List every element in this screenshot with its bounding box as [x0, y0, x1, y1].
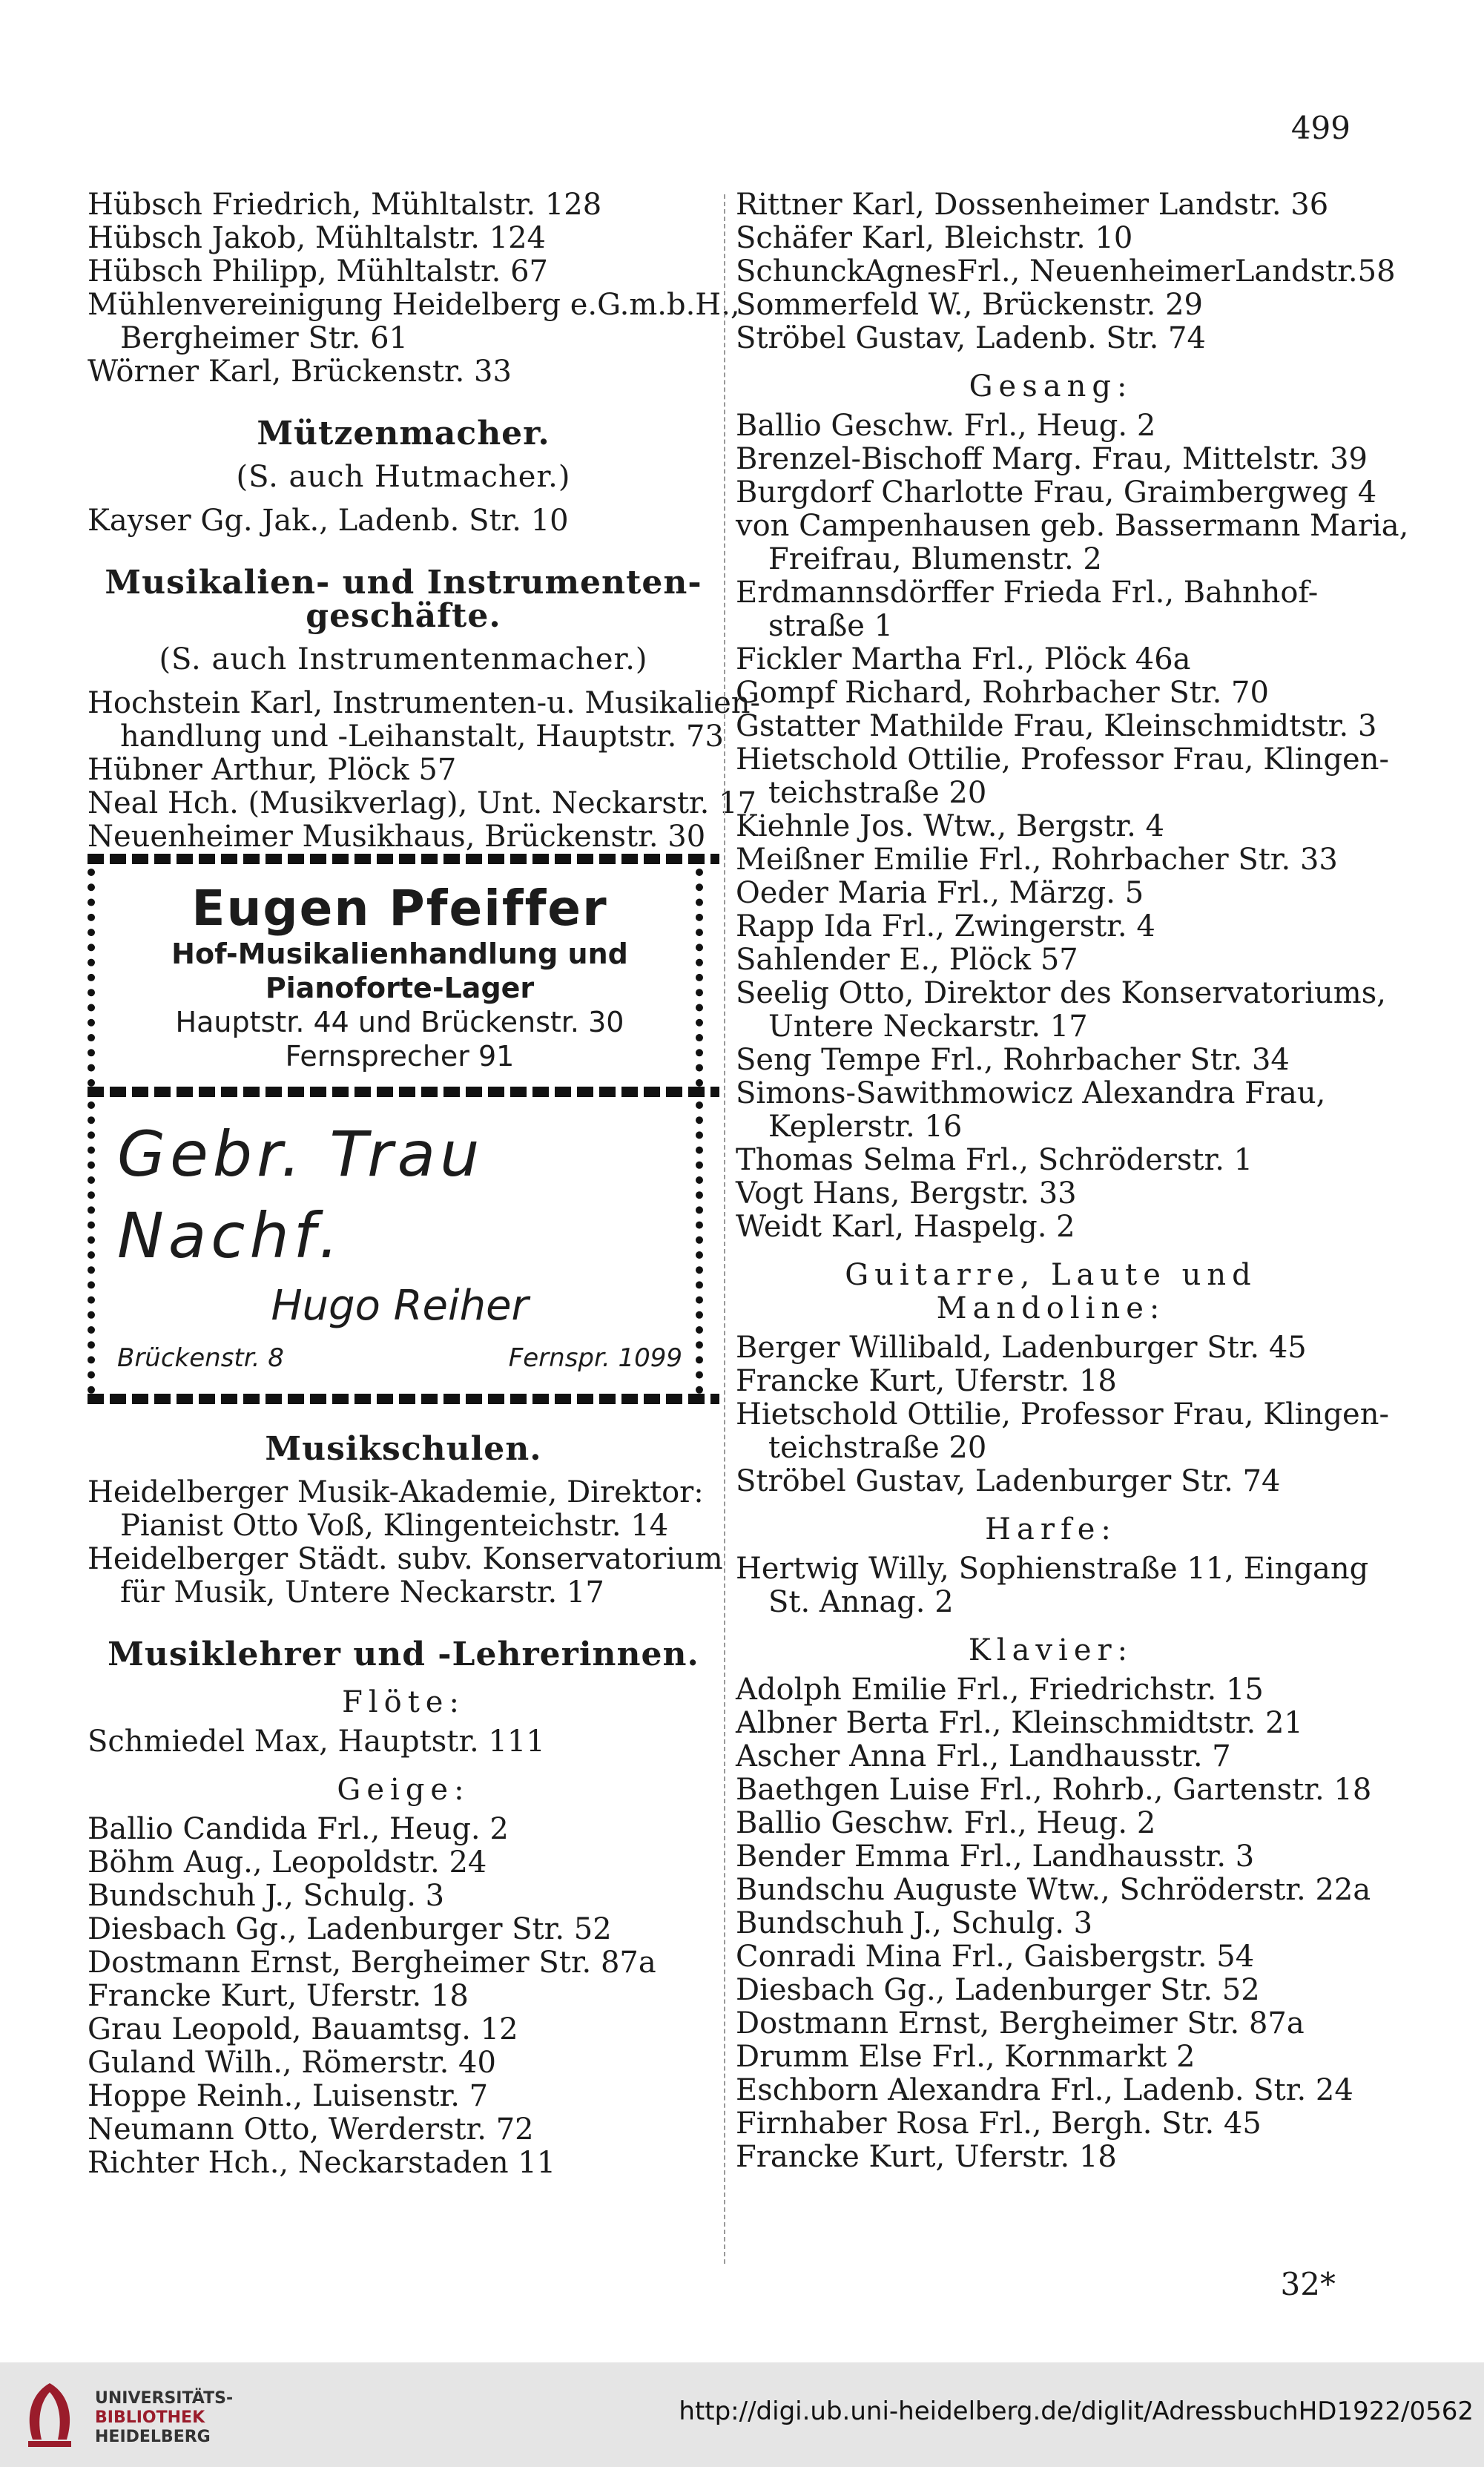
directory-entry-continuation: St. Annag. 2	[768, 1585, 954, 1619]
directory-entry: Sahlender E., Plöck 57	[736, 943, 1078, 977]
directory-entry-continuation: Untere Neckarstr. 17	[768, 1009, 1088, 1044]
footer-bar	[0, 2362, 1484, 2467]
directory-entry-continuation: Keplerstr. 16	[768, 1110, 963, 1144]
directory-entry: Richter Hch., Neckarstaden 11	[88, 2146, 556, 2180]
directory-entry: Hochstein Karl, Instrumenten-u. Musikalien-	[88, 686, 761, 720]
signature-mark: 32*	[1280, 2266, 1336, 2302]
directory-entry: Albner Berta Frl., Kleinschmidtstr. 21	[736, 1706, 1303, 1740]
ad1-line2: Pianoforte-Lager	[265, 972, 535, 1004]
directory-entry: Dostmann Ernst, Bergheimer Str. 87a	[88, 1946, 656, 1980]
directory-entry: Adolph Emilie Frl., Friedrichstr. 15	[736, 1673, 1264, 1707]
directory-entry: Hietschold Ottilie, Professor Frau, Klingen-	[736, 742, 1389, 777]
directory-entry: Burgdorf Charlotte Frau, Graimbergweg 4	[736, 475, 1377, 510]
directory-entry: Kayser Gg. Jak., Ladenb. Str. 10	[88, 504, 569, 538]
directory-entry: Bender Emma Frl., Landhausstr. 3	[736, 1839, 1255, 1874]
directory-entry: Mühlenvereinigung Heidelberg e.G.m.b.H.,	[88, 288, 740, 322]
left-group-6	[88, 1813, 719, 2180]
right-group-3	[736, 1331, 1389, 1498]
directory-entry: Weidt Karl, Haspelg. 2	[736, 1210, 1075, 1244]
left-group-5	[88, 1725, 719, 1759]
directory-entry-continuation: straße 1	[768, 609, 894, 643]
library-name-line1: UNIVERSITÄTS-	[95, 2389, 234, 2408]
directory-entry: Rittner Karl, Dossenheimer Landstr. 36	[736, 188, 1329, 222]
right-group-4	[736, 1552, 1369, 1619]
note-muetzenmacher: (S. auch Hutmacher.)	[236, 460, 571, 494]
directory-entry-continuation: Pianist Otto Voß, Klingenteichstr. 14	[120, 1509, 669, 1543]
heading-klavier: Klavier:	[968, 1633, 1134, 1667]
heading-harfe: Harfe:	[985, 1512, 1117, 1547]
directory-entry: Gompf Richard, Rohrbacher Str. 70	[736, 676, 1269, 710]
directory-entry: Guland Wilh., Römerstr. 40	[88, 2046, 496, 2080]
directory-entry: SchunckAgnesFrl., NeuenheimerLandstr.58	[736, 254, 1396, 289]
left-group-3	[88, 686, 761, 854]
right-column	[736, 188, 1409, 2174]
university-library-logo-icon	[16, 2379, 83, 2450]
ad2-phone: Fernspr. 1099	[508, 1343, 682, 1373]
directory-entry: Ströbel Gustav, Ladenburger Str. 74	[736, 1464, 1281, 1498]
left-group-4	[88, 1475, 723, 1610]
directory-entry: Hübsch Friedrich, Mühltalstr. 128	[88, 188, 602, 222]
source-url-link[interactable]: http://digi.ub.uni-heidelberg.de/diglit/AdressbuchHD1922/0562	[679, 2397, 1474, 2426]
directory-entry: Bundschuh J., Schulg. 3	[88, 1879, 445, 1913]
directory-entry: Sommerfeld W., Brückenstr. 29	[736, 288, 1203, 322]
heading-musikalien-line2: geschäfte.	[306, 597, 501, 635]
directory-entry: Thomas Selma Frl., Schröderstr. 1	[736, 1143, 1253, 1177]
directory-entry: Firnhaber Rosa Frl., Bergh. Str. 45	[736, 2107, 1262, 2141]
directory-entry: Conradi Mina Frl., Gaisbergstr. 54	[736, 1940, 1255, 1974]
heading-gesang: Gesang:	[969, 369, 1133, 404]
ad2-contact-row	[117, 1336, 682, 1380]
directory-entry: Diesbach Gg., Ladenburger Str. 52	[88, 1912, 612, 1946]
right-group-5	[736, 1673, 1372, 2174]
directory-entry: Hübsch Jakob, Mühltalstr. 124	[88, 221, 546, 255]
directory-entry: Baethgen Luise Frl., Rohrb., Gartenstr. 18	[736, 1773, 1372, 1807]
library-name-line3: HEIDELBERG	[95, 2428, 211, 2446]
ad2-name: Gebr. Trau Nachf.	[117, 1118, 484, 1272]
directory-entry: Heidelberger Städt. subv. Konservatorium	[88, 1542, 723, 1576]
heading-musiklehrer: Musiklehrer und -Lehrerinnen.	[108, 1636, 699, 1673]
left-group-1	[88, 188, 740, 389]
ad1-line4: Fernsprecher 91	[285, 1040, 515, 1073]
directory-entry: Wörner Karl, Brückenstr. 33	[88, 355, 512, 389]
ad2-street: Brückenstr. 8	[117, 1343, 284, 1373]
heading-guitarre: Guitarre, Laute und Mandoline:	[845, 1258, 1257, 1325]
heading-musikalien	[88, 566, 719, 633]
directory-entry: Meißner Emilie Frl., Rohrbacher Str. 33	[736, 843, 1338, 877]
directory-entry: Heidelberger Musik-Akademie, Direktor:	[88, 1475, 704, 1509]
directory-entry: Hoppe Reinh., Luisenstr. 7	[88, 2079, 489, 2113]
directory-entry: Hübsch Philipp, Mühltalstr. 67	[88, 254, 548, 289]
directory-entry: Drumm Else Frl., Kornmarkt 2	[736, 2040, 1196, 2074]
directory-entry: Gstatter Mathilde Frau, Kleinschmidtstr. 3	[736, 709, 1377, 743]
directory-entry: Eschborn Alexandra Frl., Ladenb. Str. 24	[736, 2073, 1353, 2107]
advert-eugen-pfeiffer	[88, 869, 703, 1087]
directory-entry: Bundschu Auguste Wtw., Schröderstr. 22a	[736, 1873, 1371, 1907]
ad-border-bottom	[88, 1394, 719, 1404]
directory-entry: Simons-Sawithmowicz Alexandra Frau,	[736, 1076, 1326, 1110]
directory-entry: Oeder Maria Frl., Märzg. 5	[736, 876, 1144, 910]
directory-entry: Kiehnle Jos. Wtw., Bergstr. 4	[736, 809, 1164, 843]
ad1-line1: Hof-Musikalienhandlung und	[171, 938, 628, 970]
directory-entry: Neal Hch. (Musikverlag), Unt. Neckarstr. 17	[88, 786, 756, 820]
directory-entry: Bundschuh J., Schulg. 3	[736, 1906, 1093, 1940]
heading-musikschulen: Musikschulen.	[265, 1430, 542, 1468]
directory-entry: Ascher Anna Frl., Landhausstr. 7	[736, 1739, 1231, 1773]
right-group-2	[736, 409, 1409, 1244]
advert-gebr-trau	[88, 1101, 703, 1394]
directory-entry-continuation: handlung und -Leihanstalt, Hauptstr. 73	[120, 719, 724, 754]
directory-entry-continuation: teichstraße 20	[768, 1431, 987, 1465]
directory-entry: Dostmann Ernst, Bergheimer Str. 87a	[736, 2006, 1305, 2041]
left-column	[88, 188, 761, 2180]
ad-border-middle	[88, 1087, 719, 1097]
ad1-line3: Hauptstr. 44 und Brückenstr. 30	[175, 1006, 624, 1038]
directory-entry: Ballio Geschw. Frl., Heug. 2	[736, 1806, 1156, 1840]
directory-entry: Vogt Hans, Bergstr. 33	[736, 1176, 1077, 1211]
directory-entry: Fickler Martha Frl., Plöck 46a	[736, 642, 1191, 676]
directory-entry: Francke Kurt, Uferstr. 18	[88, 1979, 469, 2013]
heading-musikalien-line1: Musikalien- und Instrumenten-	[105, 564, 702, 602]
directory-entry: Rapp Ida Frl., Zwingerstr. 4	[736, 909, 1155, 943]
page-number: 499	[1290, 110, 1351, 146]
directory-entry: Neumann Otto, Werderstr. 72	[88, 2112, 534, 2147]
directory-entry: Francke Kurt, Uferstr. 18	[736, 1364, 1117, 1398]
directory-entry-continuation: für Musik, Untere Neckarstr. 17	[120, 1575, 604, 1610]
directory-entry: Hertwig Willy, Sophienstraße 11, Eingang	[736, 1552, 1369, 1586]
heading-muetzenmacher: Mützenmacher.	[257, 415, 550, 452]
directory-entry-continuation: Bergheimer Str. 61	[120, 321, 408, 355]
right-group-1	[736, 188, 1396, 355]
directory-entry-continuation: teichstraße 20	[768, 776, 987, 810]
column-divider	[724, 194, 725, 2264]
directory-entry: Ballio Geschw. Frl., Heug. 2	[736, 409, 1156, 443]
directory-entry: Schmiedel Max, Hauptstr. 111	[88, 1725, 545, 1759]
directory-entry-continuation: Freifrau, Blumenstr. 2	[768, 542, 1102, 576]
ad-border-top	[88, 854, 719, 864]
library-name-line2: BIBLIOTHEK	[95, 2408, 205, 2427]
directory-entry: Hietschold Ottilie, Professor Frau, Klingen-	[736, 1397, 1389, 1432]
directory-entry: Seng Tempe Frl., Rohrbacher Str. 34	[736, 1043, 1290, 1077]
ad2-owner: Hugo Reiher	[271, 1282, 529, 1330]
heading-floete: Flöte:	[342, 1685, 465, 1719]
directory-entry: Ströbel Gustav, Ladenb. Str. 74	[736, 321, 1206, 355]
directory-entry: Böhm Aug., Leopoldstr. 24	[88, 1845, 487, 1880]
left-group-2	[88, 504, 719, 538]
directory-entry: Seelig Otto, Direktor des Konservatoriums,	[736, 976, 1386, 1010]
directory-entry: Schäfer Karl, Bleichstr. 10	[736, 221, 1133, 255]
directory-entry: von Campenhausen geb. Bassermann Maria,	[736, 509, 1409, 543]
library-name	[95, 2389, 233, 2447]
directory-entry: Neuenheimer Musikhaus, Brückenstr. 30	[88, 820, 706, 854]
directory-entry: Grau Leopold, Bauamtsg. 12	[88, 2012, 518, 2046]
directory-entry: Brenzel-Bischoff Marg. Frau, Mittelstr. 39	[736, 442, 1368, 476]
directory-entry: Erdmannsdörffer Frieda Frl., Bahnhof-	[736, 576, 1319, 610]
directory-entry: Ballio Candida Frl., Heug. 2	[88, 1812, 509, 1846]
directory-entry: Hübner Arthur, Plöck 57	[88, 753, 457, 787]
heading-geige: Geige:	[337, 1773, 470, 1807]
ad1-name: Eugen Pfeiffer	[191, 880, 608, 937]
note-musikalien: (S. auch Instrumentenmacher.)	[159, 642, 648, 676]
directory-entry: Diesbach Gg., Ladenburger Str. 52	[736, 1973, 1260, 2007]
directory-entry: Francke Kurt, Uferstr. 18	[736, 2140, 1117, 2174]
directory-entry: Berger Willibald, Ladenburger Str. 45	[736, 1331, 1307, 1365]
